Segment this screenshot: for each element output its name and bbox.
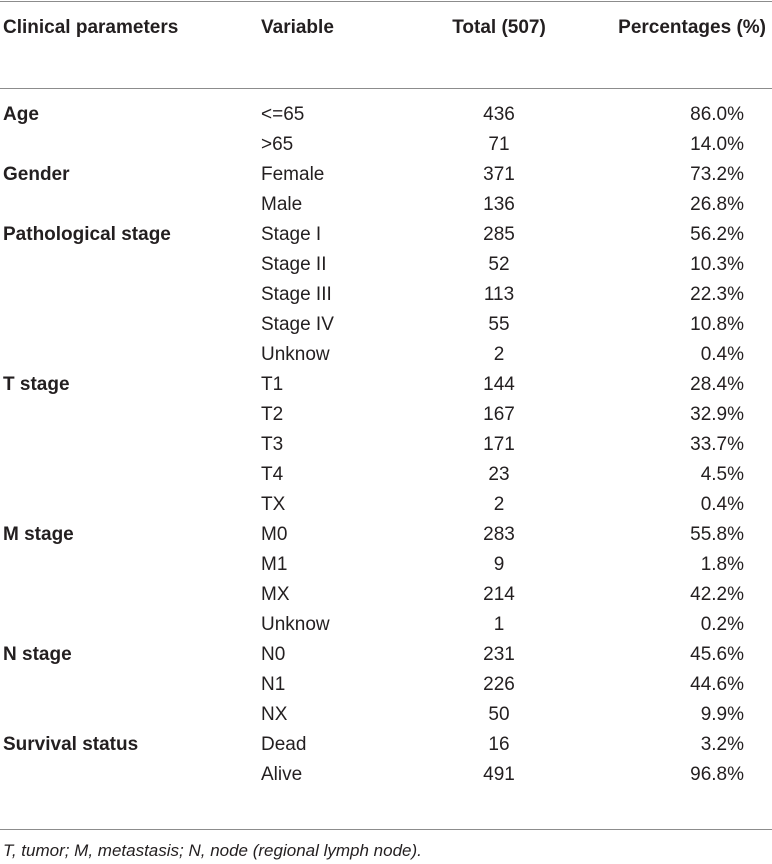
variable-cell: N0	[261, 644, 286, 665]
variable-cell: M0	[261, 524, 288, 545]
total-cell: 371	[483, 164, 515, 185]
header-percentages: Percentages (%)	[618, 17, 766, 38]
total-cell: 2	[493, 494, 505, 515]
percentage-cell: 73.2%	[690, 164, 744, 185]
clinical-parameter-empty	[0, 760, 258, 790]
clinical-parameter-label: N stage	[3, 644, 72, 665]
clinical-parameter-empty	[0, 670, 258, 700]
clinical-parameter-empty	[0, 280, 258, 310]
table-row	[0, 220, 772, 250]
percentage-cell: 1.8%	[700, 554, 744, 575]
table-row	[0, 580, 772, 610]
total-cell: 23	[488, 464, 510, 485]
variable-cell: T3	[261, 434, 284, 455]
percentage-cell: 28.4%	[690, 374, 744, 395]
total-cell: 50	[488, 704, 510, 725]
clinical-parameter-empty	[0, 250, 258, 280]
table-body	[0, 88, 772, 790]
total-cell: 214	[483, 584, 515, 605]
variable-cell: Stage II	[261, 254, 327, 275]
table-row	[0, 730, 772, 760]
table-row	[0, 610, 772, 640]
percentage-cell: 33.7%	[690, 434, 744, 455]
clinical-parameter-label: Age	[3, 104, 39, 125]
clinical-parameter-label: Gender	[3, 164, 70, 185]
percentage-cell: 22.3%	[690, 284, 744, 305]
total-cell: 285	[483, 224, 515, 245]
header-clinical-parameters: Clinical parameters	[3, 17, 179, 38]
variable-cell: Stage III	[261, 284, 332, 305]
clinical-parameter-empty	[0, 700, 258, 730]
variable-cell: Unknow	[261, 614, 330, 635]
header-variable: Variable	[261, 17, 334, 38]
variable-cell: Male	[261, 194, 303, 215]
table-row	[0, 490, 772, 520]
variable-cell: >65	[261, 134, 294, 155]
table-row	[0, 460, 772, 490]
table-row	[0, 520, 772, 550]
clinical-parameter-empty	[0, 490, 258, 520]
variable-cell: TX	[261, 494, 286, 515]
percentage-cell: 56.2%	[690, 224, 744, 245]
variable-cell: M1	[261, 554, 288, 575]
percentage-cell: 42.2%	[690, 584, 744, 605]
bottom-rule	[0, 829, 772, 830]
percentage-cell: 44.6%	[690, 674, 744, 695]
total-cell: 71	[488, 134, 510, 155]
total-cell: 171	[483, 434, 515, 455]
variable-cell: N1	[261, 674, 286, 695]
total-cell: 491	[483, 764, 515, 785]
variable-cell: Stage I	[261, 224, 322, 245]
clinical-parameter-label: M stage	[3, 524, 74, 545]
percentage-cell: 0.2%	[700, 614, 744, 635]
table-row	[0, 670, 772, 700]
table-row	[0, 130, 772, 160]
percentage-cell: 96.8%	[690, 764, 744, 785]
percentage-cell: 55.8%	[690, 524, 744, 545]
total-cell: 167	[483, 404, 515, 425]
header-total: Total (507)	[452, 17, 546, 38]
clinical-parameter-empty	[0, 550, 258, 580]
clinical-parameter-empty	[0, 190, 258, 220]
table-row	[0, 280, 772, 310]
total-cell: 436	[483, 104, 515, 125]
clinical-parameter-empty	[0, 580, 258, 610]
variable-cell: Female	[261, 164, 325, 185]
table-row	[0, 640, 772, 670]
clinical-parameter-label: T stage	[3, 374, 70, 395]
table-row	[0, 250, 772, 280]
percentage-cell: 0.4%	[700, 344, 744, 365]
total-cell: 1	[493, 614, 505, 635]
table-row	[0, 88, 772, 130]
percentage-cell: 4.5%	[700, 464, 744, 485]
percentage-cell: 14.0%	[690, 134, 744, 155]
total-cell: 2	[493, 344, 505, 365]
table-footnote: T, tumor; M, metastasis; N, node (regional lymph node).	[3, 841, 422, 860]
variable-cell: T2	[261, 404, 284, 425]
percentage-cell: 86.0%	[690, 104, 744, 125]
percentage-cell: 10.3%	[690, 254, 744, 275]
variable-cell: MX	[261, 584, 290, 605]
percentage-cell: 26.8%	[690, 194, 744, 215]
variable-cell: Stage IV	[261, 314, 334, 335]
percentage-cell: 0.4%	[700, 494, 744, 515]
variable-cell: <=65	[261, 104, 305, 125]
clinical-parameter-empty	[0, 310, 258, 340]
percentage-cell: 3.2%	[700, 734, 744, 755]
table-row	[0, 430, 772, 460]
clinical-parameter-empty	[0, 610, 258, 640]
total-cell: 136	[483, 194, 515, 215]
clinical-parameter-empty	[0, 400, 258, 430]
clinical-parameter-empty	[0, 430, 258, 460]
clinical-parameter-label: Survival status	[3, 734, 139, 755]
percentage-cell: 45.6%	[690, 644, 744, 665]
variable-cell: Alive	[261, 764, 303, 785]
total-cell: 55	[488, 314, 510, 335]
total-cell: 52	[488, 254, 510, 275]
table-row	[0, 190, 772, 220]
table-row	[0, 400, 772, 430]
clinical-parameter-empty	[0, 340, 258, 370]
total-cell: 144	[483, 374, 515, 395]
total-cell: 16	[488, 734, 510, 755]
table-row	[0, 550, 772, 580]
percentage-cell: 10.8%	[690, 314, 744, 335]
variable-cell: T1	[261, 374, 284, 395]
table-row	[0, 160, 772, 190]
header-row	[0, 0, 772, 88]
total-cell: 231	[483, 644, 515, 665]
total-cell: 113	[483, 284, 515, 305]
table-row	[0, 760, 772, 790]
table-row	[0, 370, 772, 400]
variable-cell: T4	[261, 464, 284, 485]
clinical-parameter-label: Pathological stage	[3, 224, 171, 245]
percentage-cell: 32.9%	[690, 404, 744, 425]
total-cell: 283	[483, 524, 515, 545]
table-row	[0, 340, 772, 370]
variable-cell: NX	[261, 704, 288, 725]
total-cell: 9	[493, 554, 505, 575]
clinical-parameter-empty	[0, 130, 258, 160]
table-row	[0, 700, 772, 730]
clinical-parameter-empty	[0, 460, 258, 490]
variable-cell: Unknow	[261, 344, 330, 365]
total-cell: 226	[483, 674, 515, 695]
table-row	[0, 310, 772, 340]
percentage-cell: 9.9%	[700, 704, 744, 725]
variable-cell: Dead	[261, 734, 307, 755]
